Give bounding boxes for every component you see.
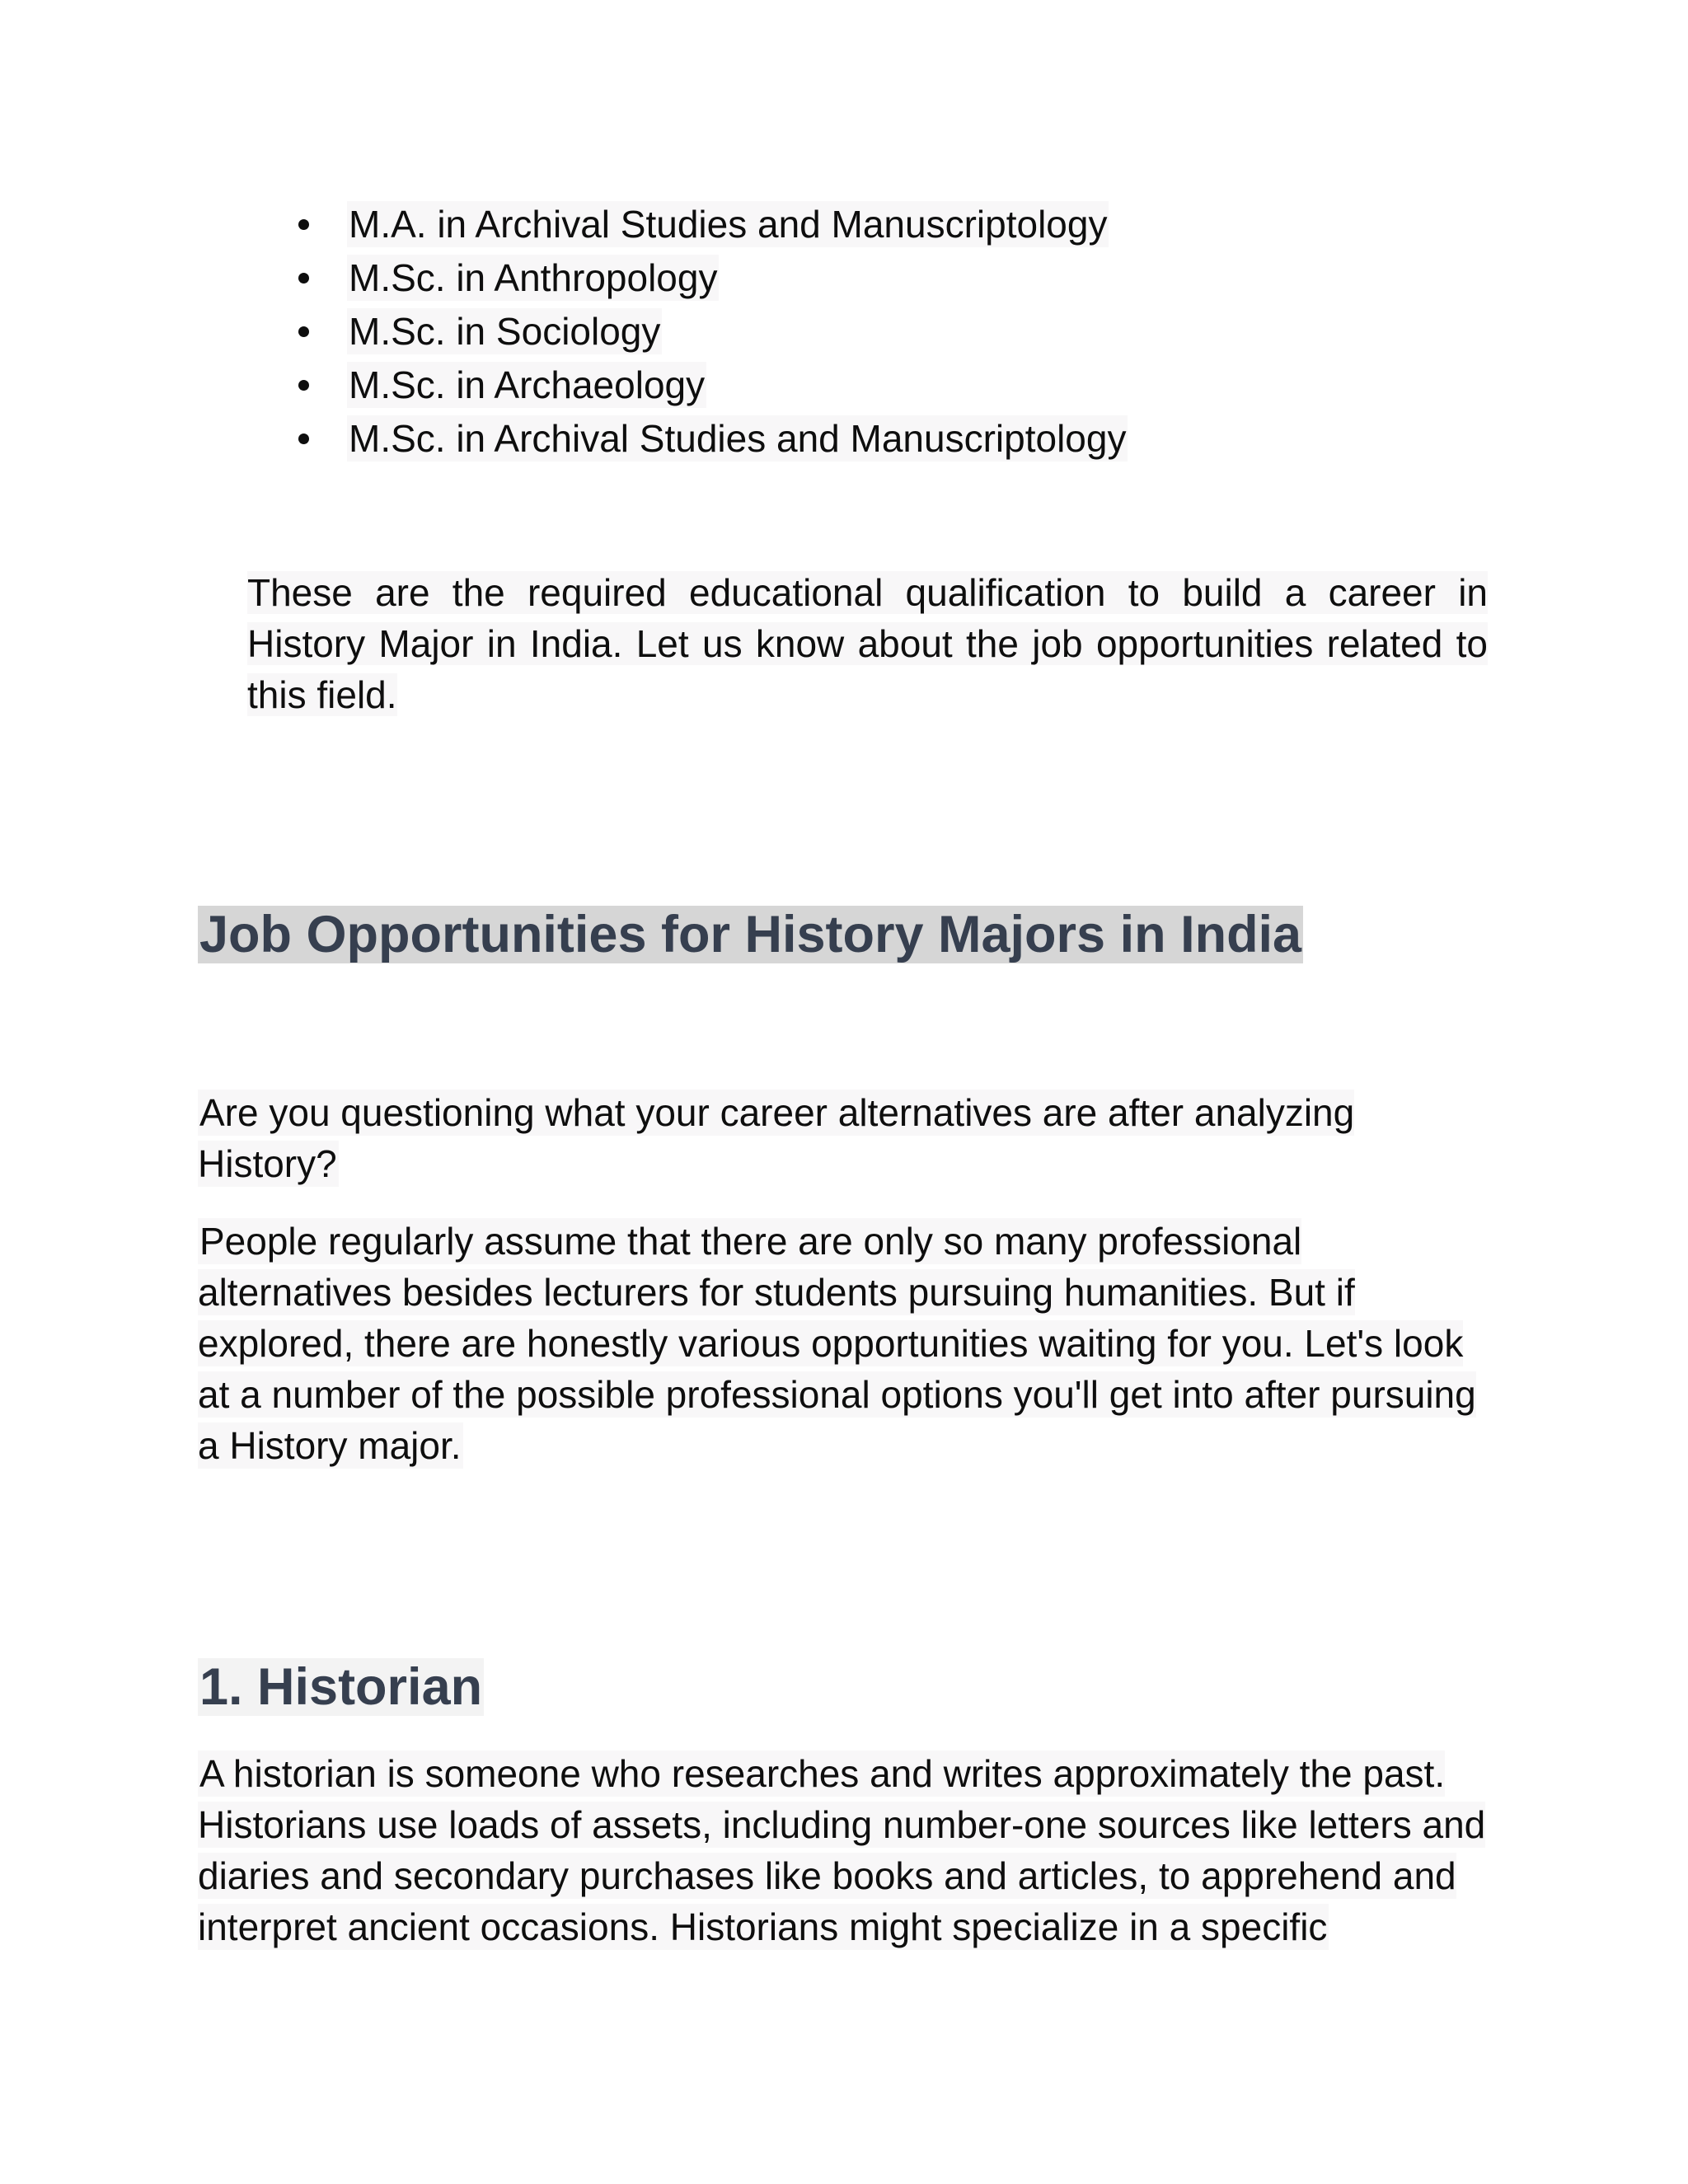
list-item: M.Sc. in Archaeology xyxy=(298,359,1128,412)
historian-paragraph: A historian is someone who researches and writes approximately the past. Historians use loads of assets, including number-one sources like letters and diaries and secondary purchases like books and articles, to apprehend and interpret ancient occasions. Historians might specialize in a specific xyxy=(198,1752,1486,1948)
list-item: M.Sc. in Anthropology xyxy=(298,251,1128,305)
options-paragraph: People regularly assume that there are only so many professional alternatives besides lecturers for students pursuing humanities. But if explored, there are honestly various opportunities waiting for you. Let's look at a number of the possible professional options you'll get into after pursuing a History major. xyxy=(198,1220,1476,1467)
bullet-icon xyxy=(298,380,309,391)
degree-list xyxy=(298,198,1128,466)
subsection-heading: 1. Historian xyxy=(199,1658,483,1716)
list-item: M.Sc. in Archival Studies and Manuscriptology xyxy=(298,412,1128,466)
bullet-icon xyxy=(298,326,309,337)
section-heading: Job Opportunities for History Majors in India xyxy=(199,906,1302,963)
question-paragraph: Are you questioning what your career alternatives are after analyzing History? xyxy=(198,1091,1355,1185)
bullet-icon xyxy=(298,219,309,230)
list-item: M.A. in Archival Studies and Manuscriptology xyxy=(298,198,1128,251)
bullet-icon xyxy=(298,273,309,284)
bullet-icon xyxy=(298,434,309,444)
intro-paragraph: These are the required educational qualification to build a career in History Major in India. Let us know about the job opportunities related to this field. xyxy=(247,571,1488,716)
list-item: M.Sc. in Sociology xyxy=(298,305,1128,359)
